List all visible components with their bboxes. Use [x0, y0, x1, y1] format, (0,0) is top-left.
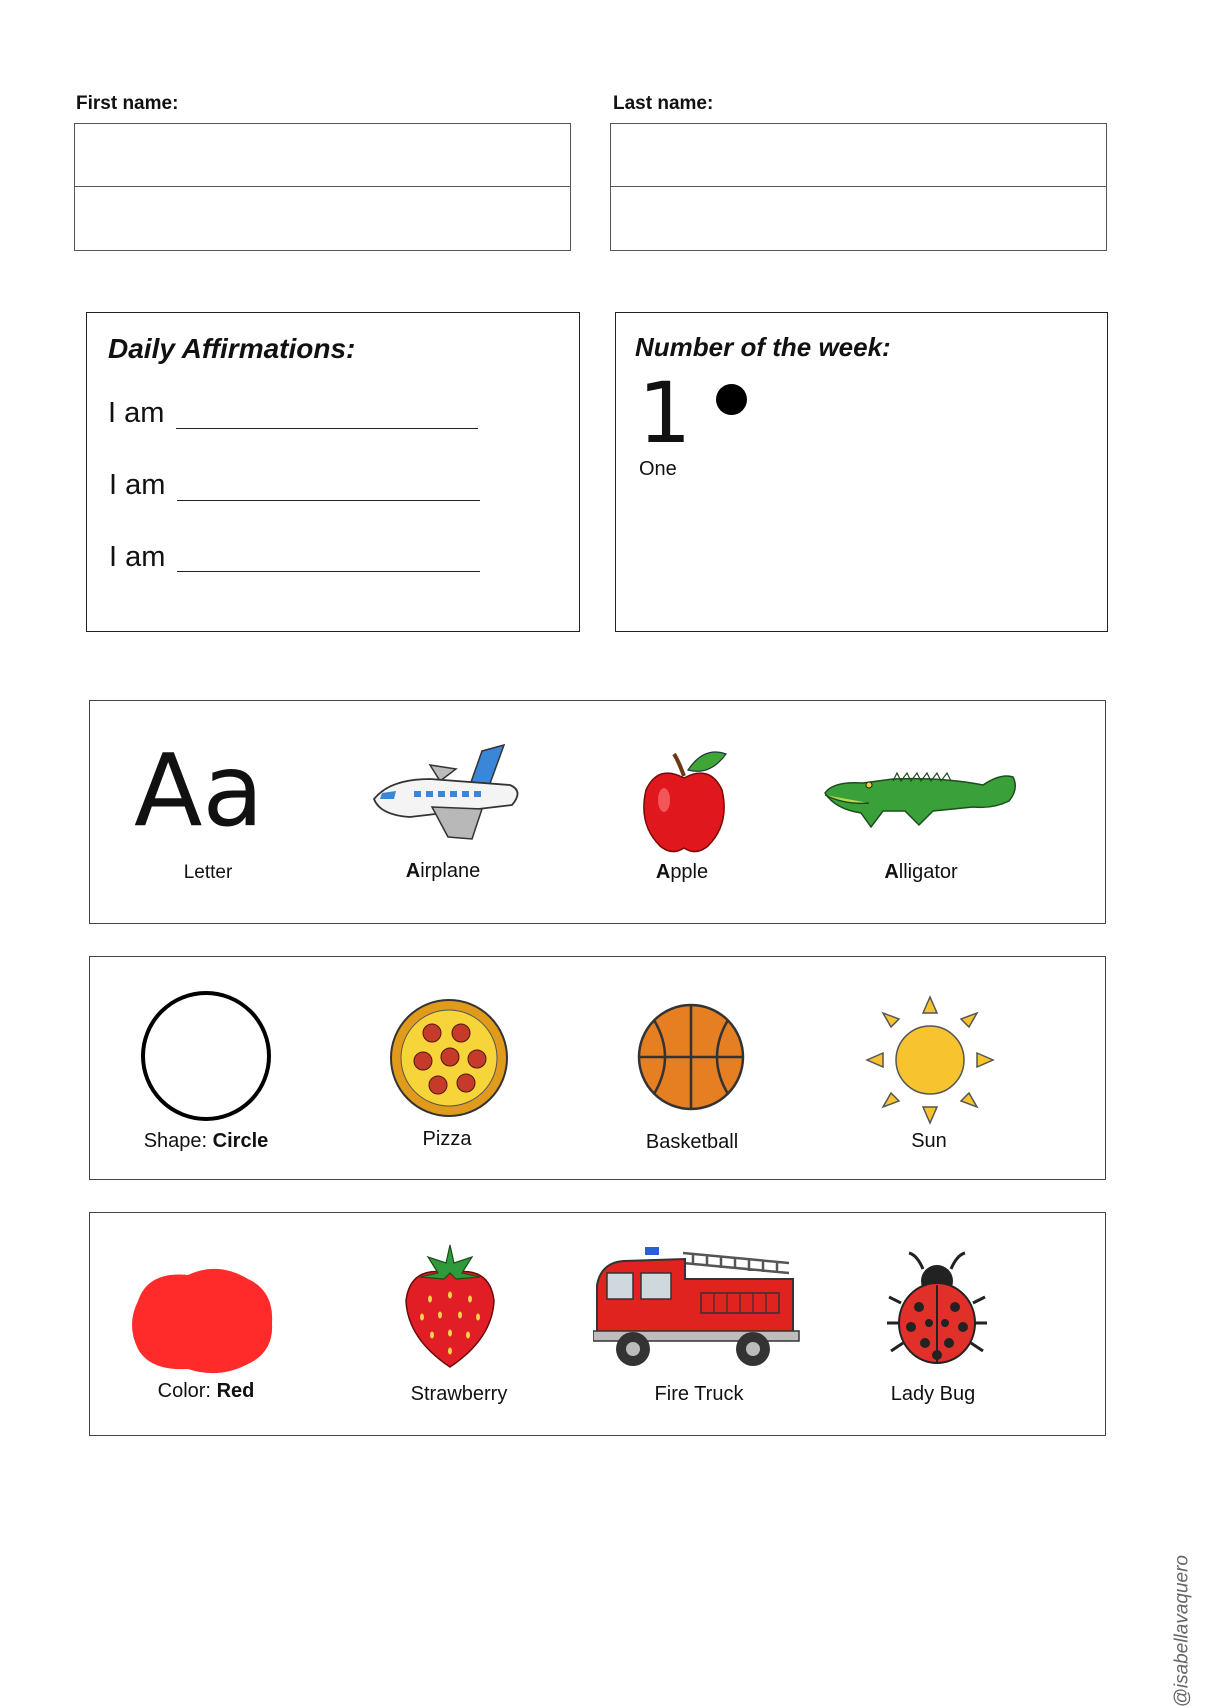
pizza-icon: [388, 997, 510, 1119]
airplane-caption: [343, 860, 543, 883]
strawberry-caption: Strawberry: [410, 1383, 508, 1405]
alligator-icon: [823, 769, 1019, 833]
apple-caption: [582, 861, 782, 884]
last-name-label: Last name:: [613, 93, 714, 114]
fire-truck-icon: [593, 1245, 801, 1369]
strawberry-icon: [400, 1243, 500, 1369]
basketball-caption: Basketball: [645, 1131, 739, 1153]
number-word: One: [639, 458, 677, 480]
shape-caption-prefix: Shape:: [143, 1130, 208, 1152]
affirmations-title: Daily Affirmations:: [108, 333, 356, 364]
affirmation-2: I am: [109, 469, 166, 501]
ladybug-caption: Lady Bug: [890, 1383, 976, 1405]
apple-rest: pple: [670, 861, 709, 883]
airplane-icon: [370, 741, 530, 846]
affirmations-card: [86, 312, 580, 632]
count-dot: [716, 384, 747, 415]
letter-row: [89, 700, 1106, 924]
shape-row: [89, 956, 1106, 1180]
first-name-field[interactable]: [74, 123, 571, 251]
color-row: [89, 1212, 1106, 1436]
affirmation-3-blank[interactable]: [177, 571, 480, 572]
last-name-field[interactable]: [610, 123, 1107, 251]
basketball-icon: [636, 1002, 746, 1112]
affirmation-2-blank[interactable]: [177, 500, 480, 501]
alligator-rest: lligator: [898, 861, 958, 883]
pizza-caption: Pizza: [422, 1128, 472, 1150]
number-week-card: [615, 312, 1108, 632]
apple-first-letter: A: [655, 861, 671, 883]
first-name-label: First name:: [76, 93, 179, 114]
affirmation-1-blank[interactable]: [176, 428, 478, 429]
apple-icon: [638, 746, 730, 856]
fire-truck-caption: Fire Truck: [654, 1383, 744, 1405]
sun-icon: [865, 995, 995, 1125]
airplane-first-letter: A: [405, 860, 421, 882]
number-week-title: Number of the week:: [635, 332, 891, 362]
sun-caption: Sun: [911, 1130, 947, 1152]
color-caption: [106, 1380, 306, 1403]
affirmation-3: I am: [109, 541, 166, 573]
ladybug-icon: [885, 1251, 989, 1367]
letter-display: Aa: [134, 732, 264, 849]
letter-caption: Letter: [183, 862, 233, 883]
watermark-text: @isabellavaquero: [1171, 1555, 1192, 1707]
color-caption-prefix: Color:: [157, 1380, 211, 1402]
alligator-caption: [821, 861, 1021, 884]
affirmation-1: I am: [108, 397, 165, 429]
alligator-first-letter: A: [884, 861, 899, 883]
number-digit: 1: [638, 364, 692, 462]
shape-caption: [106, 1130, 306, 1153]
shape-caption-value: Circle: [212, 1130, 269, 1152]
airplane-rest: irplane: [420, 860, 481, 882]
red-swatch: [128, 1261, 276, 1377]
color-caption-value: Red: [216, 1380, 255, 1402]
circle-shape-icon: [138, 988, 274, 1124]
